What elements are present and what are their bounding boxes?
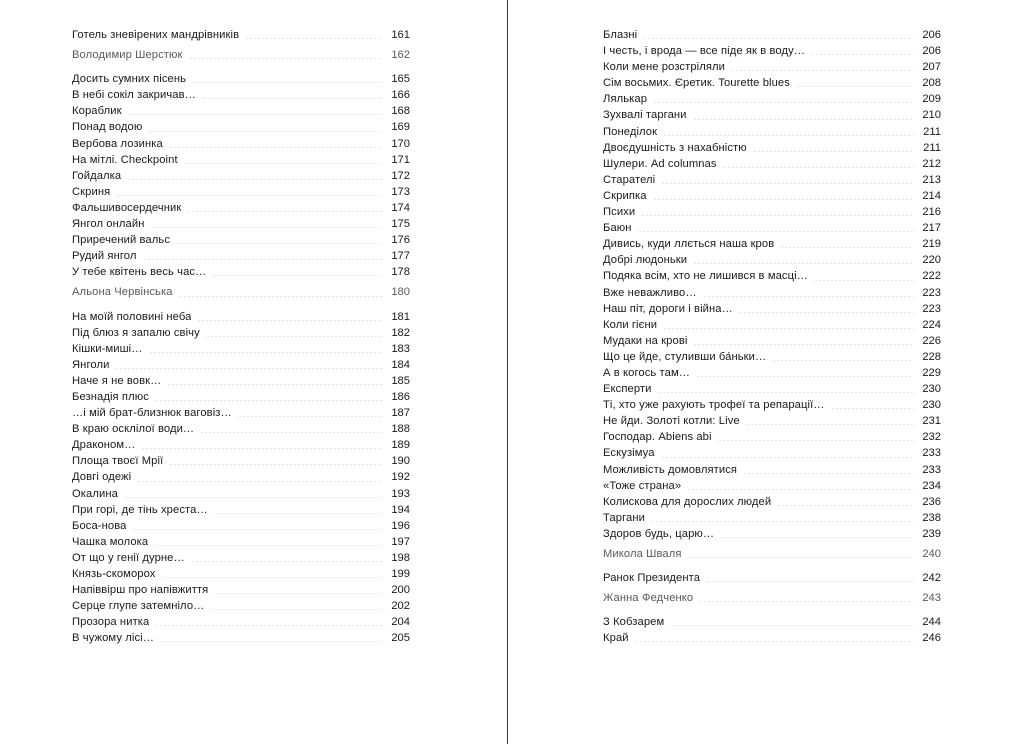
page-number: 239 [922,527,941,540]
toc-entry[interactable] [603,413,941,429]
toc-entry[interactable] [72,437,410,453]
page-number: 232 [922,431,941,444]
toc-entry[interactable] [72,309,410,325]
entry-title: Кішки-миші… [72,342,143,355]
page-number: 187 [391,407,410,420]
entry-title: Баюн [603,222,632,235]
page-number: 228 [922,350,941,363]
dot-leader [753,151,913,152]
entry-title: На мітлі. Checkpoint [72,153,178,166]
entry-title: Скриня [72,185,111,198]
dot-leader [184,163,382,164]
toc-entry[interactable] [72,389,410,405]
page-number: 169 [391,121,410,134]
page-number: 180 [391,286,410,299]
entry-title: Добрі людоньки [603,254,688,267]
page-number: 178 [391,266,410,279]
toc-author-heading[interactable] [72,47,410,63]
page-number: 207 [922,61,941,74]
dot-leader [661,183,913,184]
toc-entry[interactable] [603,381,941,397]
dot-leader [651,521,913,522]
dot-leader [703,296,913,297]
toc-entry[interactable] [72,518,410,534]
dot-leader [718,440,913,441]
dot-leader [670,625,913,626]
page-number: 182 [391,326,410,339]
entry-title: …і мій брат-близнюк ваговіз… [72,407,232,420]
entry-title: Двоєдушність з нахабністю [603,141,747,154]
page-number: 170 [391,137,410,150]
entry-title: І честь, і врода — все піде як в воду… [603,45,806,58]
dot-leader [696,376,913,377]
dot-leader [658,392,913,393]
dot-leader [731,70,913,71]
entry-title: Площа твоєї Мрії [72,455,164,468]
page-number: 174 [391,201,410,214]
entry-title: Лялькар [603,93,648,106]
dot-leader [641,215,913,216]
entry-title: Гойдалка [72,169,122,182]
dot-leader [214,593,382,594]
entry-title: Подяка всім, хто не лишився в масці… [603,270,809,283]
dot-leader [200,432,382,433]
dot-leader [191,561,382,562]
entry-title: Понеділок [603,125,658,138]
page-number: 196 [391,519,410,532]
toc-entry[interactable] [72,357,410,373]
dot-leader [780,247,913,248]
page-number: 231 [922,415,941,428]
page-number: 198 [391,551,410,564]
entry-title: Рудий янгол [72,250,137,263]
dot-leader [116,195,382,196]
page-number: 199 [391,568,410,580]
entry-title: Під блюз я запалю свічу [72,326,200,339]
page-number: 233 [922,447,941,460]
entry-title: Сім восьмих. Єретик. Tourette blues [603,77,790,90]
entry-title: Скрипка [603,189,647,202]
entry-title: Наш піт, дороги і війна… [603,302,733,315]
entry-title: З Кобзарем [603,616,665,629]
page-number: 175 [391,218,410,231]
entry-title: Понад водою [72,121,143,134]
toc-entry[interactable] [603,43,941,59]
toc-author-heading[interactable] [72,284,410,300]
dot-leader [137,481,382,482]
entry-title: Ранок Президента [603,572,701,585]
page-number: 185 [391,374,410,387]
page-number: 206 [922,45,941,58]
entry-title: Прозора нитка [72,616,150,629]
page-number: 243 [922,592,941,605]
page-number: 162 [391,49,410,62]
dot-leader [743,473,913,474]
page-number: 171 [391,153,410,166]
entry-title: «Тоже страна» [603,479,682,492]
entry-title: Боса-нова [72,519,127,532]
entry-title: Мудаки на крові [603,334,688,347]
page-number: 230 [922,383,941,396]
page-number: 223 [922,286,941,299]
dot-leader [638,231,913,232]
page-number: 172 [391,169,410,182]
toc-entry[interactable] [603,317,941,333]
page-number: 190 [391,455,410,468]
dot-leader [245,38,382,39]
dot-leader [124,497,382,498]
dot-leader [796,86,913,87]
page-number: 216 [922,206,941,219]
toc-entry[interactable] [72,216,410,232]
dot-leader [777,505,913,506]
author-name: Микола Шваля [603,548,682,560]
page-number: 176 [391,234,410,247]
toc-entry[interactable] [603,188,941,204]
entry-title: Таргани [603,511,645,524]
entry-title: В краю осклілої води… [72,423,195,436]
toc-entry[interactable] [603,75,941,91]
entry-title: На моїй половині неба [72,310,192,323]
toc-entry[interactable] [603,301,941,317]
toc-entry[interactable] [72,184,410,200]
dot-leader [663,328,913,329]
page-number: 242 [922,572,941,585]
entry-title: Колискова для дорослих людей [603,495,772,508]
dot-leader [811,54,913,55]
page-number: 193 [391,487,410,500]
page-number: 246 [922,632,941,645]
entry-title: Коли гієни [603,318,658,331]
toc-entry[interactable] [72,421,410,437]
dot-leader [212,275,382,276]
toc-entry[interactable] [603,630,941,646]
entry-title: Вже неважливо… [603,286,697,299]
page-number: 219 [922,238,941,251]
dot-leader [687,489,913,490]
entry-title: Блазні [603,29,638,41]
entry-title: Край [603,632,629,645]
dot-leader [772,360,913,361]
toc-entry[interactable] [72,373,410,389]
right-page-toc [603,27,941,646]
entry-title: Довгі одежі [72,471,132,484]
toc-entry[interactable] [603,397,941,413]
page-number: 230 [922,399,941,412]
toc-entry[interactable] [603,478,941,494]
entry-title: Безнадія плюс [72,390,149,403]
toc-entry[interactable] [603,429,941,445]
toc-entry[interactable] [72,598,410,614]
page-number: 181 [391,310,410,323]
dot-leader [132,529,382,530]
dot-leader [141,448,382,449]
page-number: 183 [391,342,410,355]
entry-title: У тебе квітень весь час… [72,266,207,279]
entry-title: Дивись, куди ллється наша кров [603,238,775,251]
page-number: 214 [922,189,941,202]
toc-entry[interactable] [72,502,410,518]
entry-title: Ті, хто уже рахують трофеї та репарації… [603,399,825,412]
page-number: 233 [922,463,941,476]
entry-title: Старателі [603,173,656,186]
entry-title: Чашка молока [72,535,149,548]
toc-entry[interactable] [603,445,941,461]
entry-title: Князь-скоморох [72,568,156,580]
dot-leader [814,280,913,281]
dot-leader [746,424,913,425]
dot-leader [179,296,382,297]
dot-leader [192,82,382,83]
toc-entry[interactable] [72,614,410,630]
dot-leader [699,601,913,602]
toc-author-heading[interactable] [603,590,941,606]
toc-entry[interactable] [72,152,410,168]
toc-entry[interactable] [72,103,410,119]
dot-leader [176,243,382,244]
entry-title: Янгол онлайн [72,218,145,231]
entry-title: Кораблик [72,105,122,118]
entry-title: Господар. Abiens abi [603,431,712,444]
toc-entry[interactable] [72,119,410,135]
toc-entry[interactable] [603,204,941,220]
page-number: 186 [391,390,410,403]
page-number: 200 [391,584,410,597]
dot-leader [635,641,913,642]
toc-entry[interactable] [603,526,941,542]
entry-title: Шулери. Ad columnas [603,157,717,170]
toc-entry[interactable] [603,172,941,188]
toc-entry[interactable] [603,59,941,75]
dot-leader [128,114,382,115]
entry-title: Експерти [603,383,652,396]
entry-title: Янголи [72,358,110,371]
dot-leader [663,135,913,136]
entry-title: Вербова лозинка [72,137,163,150]
toc-entry[interactable] [603,140,941,156]
toc-entry[interactable] [72,486,410,502]
toc-entry[interactable] [603,614,941,630]
dot-leader [143,259,383,260]
page-number: 204 [391,616,410,629]
toc-entry[interactable] [72,87,410,103]
page-number: 192 [391,471,410,484]
dot-leader [115,368,382,369]
dot-leader [154,545,382,546]
toc-entry[interactable] [603,124,941,140]
entry-title: В небі сокіл закричав… [72,89,196,102]
page-number: 209 [922,93,941,106]
dot-leader [127,179,382,180]
left-page-toc [72,27,410,646]
page-number: 208 [922,77,941,90]
entry-title: Можливість домовлятися [603,463,738,476]
toc-entry[interactable] [72,582,410,598]
page-number: 217 [922,222,941,235]
toc-entry[interactable] [603,510,941,526]
entry-title: От що у генії дурне… [72,551,185,564]
dot-leader [653,102,913,103]
dot-leader [160,641,382,642]
page-number: 210 [922,109,941,122]
dot-leader [206,336,382,337]
dot-leader [693,344,913,345]
page-number: 184 [391,358,410,371]
entry-title: Коли мене розстріляли [603,61,726,74]
dot-leader [706,581,913,582]
toc-entry[interactable] [72,566,410,582]
dot-leader [720,537,913,538]
entry-title: Готель зневірених мандрівників [72,29,240,41]
page-number: 194 [391,503,410,516]
page-number: 222 [922,270,941,283]
toc-entry[interactable] [603,156,941,172]
page-number: 236 [922,495,941,508]
toc-author-heading[interactable] [603,546,941,562]
dot-leader [167,384,382,385]
page-number: 212 [922,157,941,170]
dot-leader [197,320,382,321]
page-number: 189 [391,439,410,452]
toc-entry[interactable] [603,349,941,365]
entry-title: Не йди. Золоті котли: Live [603,415,740,428]
dot-leader [238,416,382,417]
page-number: 165 [391,73,410,86]
entry-title: Досить сумних пісень [72,73,187,86]
dot-leader [653,199,913,200]
author-name: Володимир Шерстюк [72,49,183,62]
page-number: 223 [922,302,941,315]
page-number: 177 [391,250,410,263]
page-number: 168 [391,105,410,118]
dot-leader [150,227,382,228]
page-number: 206 [922,29,941,41]
toc-entry[interactable] [72,325,410,341]
dot-leader [155,400,382,401]
entry-title: Ескузімуа [603,447,655,460]
toc-entry[interactable] [72,453,410,469]
toc-entry[interactable] [72,405,410,421]
toc-entry[interactable] [72,469,410,485]
toc-entry[interactable] [603,220,941,236]
dot-leader [693,119,913,120]
toc-entry[interactable] [72,534,410,550]
page-number: 173 [391,185,410,198]
dot-leader [155,625,382,626]
page-number: 226 [922,334,941,347]
toc-entry[interactable] [603,285,941,301]
toc-entry[interactable] [603,462,941,478]
page-number: 161 [391,29,410,41]
page-number: 205 [391,632,410,645]
page-number: 220 [922,254,941,267]
dot-leader [214,513,382,514]
dot-leader [210,609,382,610]
entry-title: При горі, де тінь хреста… [72,503,208,516]
toc-entry[interactable] [72,232,410,248]
dot-leader [169,464,382,465]
dot-leader [739,312,913,313]
entry-title: В чужому лісі… [72,632,155,645]
dot-leader [831,408,913,409]
page-number: 188 [391,423,410,436]
page-number: 224 [922,318,941,331]
dot-leader [187,211,382,212]
toc-entry[interactable] [603,570,941,586]
page-number: 244 [922,616,941,629]
dot-leader [169,147,382,148]
entry-title: Окалина [72,487,118,500]
page-number: 240 [922,548,941,560]
toc-entry[interactable] [72,71,410,87]
toc-entry[interactable] [72,136,410,152]
entry-title: А в когось там… [603,366,691,379]
page-number: 211 [923,125,941,138]
page-number: 213 [922,173,941,186]
toc-entry[interactable] [603,236,941,252]
page-number: 238 [922,511,941,524]
toc-entry[interactable] [603,268,941,284]
entry-title: Драконом… [72,439,136,452]
dot-leader [162,577,383,578]
entry-title: Психи [603,206,636,219]
dot-leader [693,263,913,264]
page-number: 197 [391,535,410,548]
entry-title: Зухвалі таргани [603,109,687,122]
entry-title: Що це йде, стуливши ба́ньки… [603,350,767,363]
page-number: 229 [922,366,941,379]
toc-entry[interactable] [72,27,410,43]
toc-entry[interactable] [72,168,410,184]
entry-title: Приречений вальс [72,234,171,247]
page-number: 211 [923,141,941,154]
author-name: Жанна Федченко [603,592,694,605]
toc-entry[interactable] [72,341,410,357]
entry-title: Фальшивосердечник [72,201,182,214]
dot-leader [149,352,382,353]
toc-entry[interactable] [603,91,941,107]
dot-leader [189,58,382,59]
dot-leader [202,98,382,99]
entry-title: Серце глупе затемніло… [72,600,205,613]
toc-entry[interactable] [603,333,941,349]
page-divider [507,0,508,744]
dot-leader [661,457,913,458]
toc-entry[interactable] [603,27,941,43]
dot-leader [688,557,913,558]
entry-title: Напіввірш про напівжиття [72,584,209,597]
page-number: 202 [391,600,410,613]
toc-entry[interactable] [603,365,941,381]
toc-entry[interactable] [72,264,410,280]
toc-entry[interactable] [72,200,410,216]
dot-leader [723,167,913,168]
page-number: 234 [922,479,941,492]
author-name: Альона Червінська [72,286,173,299]
entry-title: Наче я не вовк… [72,374,162,387]
page-number: 166 [391,89,410,102]
dot-leader [148,131,382,132]
toc-entry[interactable] [603,252,941,268]
toc-entry[interactable] [72,550,410,566]
entry-title: Здоров будь, царю… [603,527,715,540]
toc-entry[interactable] [72,630,410,646]
toc-entry[interactable] [72,248,410,264]
dot-leader [643,38,913,39]
toc-entry[interactable] [603,494,941,510]
toc-entry[interactable] [603,107,941,123]
